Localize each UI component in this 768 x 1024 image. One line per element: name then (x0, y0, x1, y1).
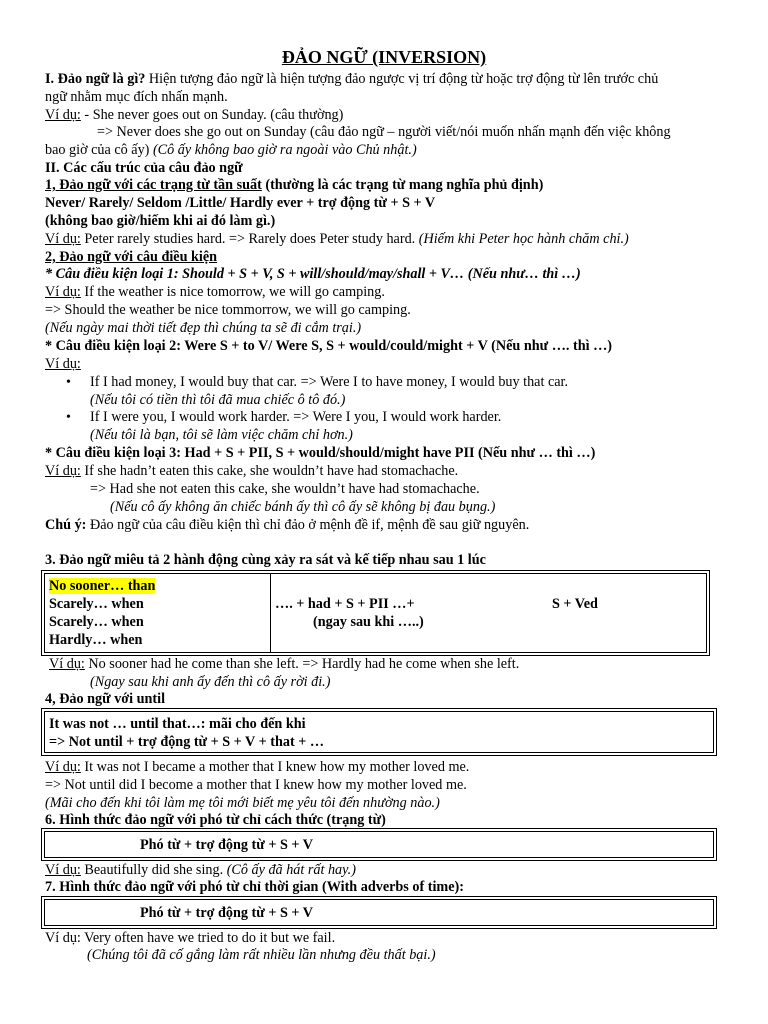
example-text: It was not I became a mother that I knew how my mother loved me. (80, 759, 470, 775)
table-cell-left: Scarely… when (49, 614, 144, 630)
example-line (45, 284, 385, 301)
example-line (49, 656, 519, 673)
table-cell-left: Hardly… when (49, 632, 143, 648)
example-text: - She never goes out on Sunday. (câu thường) (80, 107, 344, 123)
table-cell-middle: …. + had + S + PII …+ (275, 596, 415, 612)
subsection-heading: 2, Đảo ngữ với câu điều kiện (45, 249, 218, 265)
section-heading: 6. Hình thức đảo ngữ với phó từ chỉ cách thức (trạng từ) (45, 812, 386, 828)
example-line (45, 862, 356, 879)
example-text: Peter rarely studies hard. => Rarely does Peter study hard. (80, 231, 416, 247)
example-line: Ví dụ: Very often have we tried to do it but we fail. (45, 930, 336, 946)
example-text: bao giờ của cô ấy) (45, 142, 150, 158)
highlighted-text: No sooner… than (49, 578, 156, 594)
table-cell-left (49, 577, 155, 595)
translation-text: (Cô ấy không bao giờ ra ngoài vào Chủ nhật.) (149, 142, 417, 158)
translation-text: (Cô ấy đã hát rất hay.) (223, 862, 356, 878)
example-label: Ví dụ: (45, 862, 81, 878)
example-line (45, 463, 458, 480)
box-line: Phó từ + trợ động từ + S + V (140, 905, 314, 921)
note-text: Đảo ngữ của câu điều kiện thì chỉ đảo ở mệnh đề if, mệnh đề sau giữ nguyên. (86, 517, 530, 533)
example-text: If she hadn’t eaten this cake, she wouldn’t have had stomachache. (80, 463, 459, 479)
example-line: => Never does she go out on Sunday (câu đảo ngữ – người viết/nói muốn nhấn mạnh đến việc không (97, 124, 671, 140)
conditional-type1-heading: * Câu điều kiện loại 1: Should + S + V, S + will/should/may/shall + V… (Nếu như… thì …) (45, 266, 581, 282)
until-formula-box (44, 711, 714, 753)
example-label: Ví dụ: (45, 759, 81, 775)
bullet-example: If I had money, I would buy that car. => Were I to have money, I would buy that car. (90, 374, 569, 390)
example-label: Ví dụ: (45, 463, 81, 479)
table-cell-middle: (ngay sau khi …..) (313, 614, 424, 630)
definition-line (45, 71, 658, 88)
table-cell-right: S + Ved (552, 596, 598, 612)
section-heading: I. Đảo ngữ là gì? (45, 71, 146, 87)
formula-note: (không bao giờ/hiếm khi ai đó làm gì.) (45, 213, 276, 229)
box-line: => Not until + trợ động từ + S + V + that + … (49, 734, 325, 750)
bullet-example: If I were you, I would work harder. => Were I you, I would work harder. (90, 409, 502, 425)
definition-text: Hiện tượng đảo ngữ là hiện tượng đảo ngược vị trí động từ hoặc trợ động từ lên trước chủ (145, 71, 659, 87)
note-line (45, 517, 529, 534)
table-divider (270, 574, 271, 652)
example-line (45, 231, 629, 248)
subsection-note: (thường là các trạng từ mang nghĩa phủ định) (261, 177, 544, 193)
bullet-icon: • (66, 375, 71, 390)
note-label: Chú ý: (45, 517, 87, 533)
manner-formula-box (44, 831, 714, 858)
translation-line: (Nếu tôi có tiền thì tôi đã mua chiếc ô tô đó.) (90, 392, 346, 408)
translation-line: (Mãi cho đến khi tôi làm mẹ tôi mới biết mẹ yêu tôi đến nhường nào.) (45, 795, 440, 811)
translation-line: (Nếu tôi là bạn, tôi sẽ làm việc chăm chỉ hơn.) (90, 427, 353, 443)
conditional-type3-heading: * Câu điều kiện loại 3: Had + S + PII, S + would/should/might have PII (Nếu như … thì …) (45, 445, 596, 461)
time-formula-box (44, 899, 714, 926)
formula-line: Never/ Rarely/ Seldom /Little/ Hardly ever + trợ động từ + S + V (45, 195, 436, 211)
translation-line: (Chúng tôi đã cố gắng làm rất nhiều lần nhưng đều thất bại.) (87, 947, 436, 963)
example-line: => Had she not eaten this cake, she wouldn’t have had stomachache. (90, 481, 480, 497)
box-line: Phó từ + trợ động từ + S + V (140, 837, 314, 853)
example-line (45, 142, 417, 159)
example-line: => Should the weather be nice tommorrow, we will go camping. (45, 302, 411, 318)
translation-line: (Nếu cô ấy không ăn chiếc bánh ấy thì cô ấy sẽ không bị đau bụng.) (110, 499, 496, 515)
table-cell-left: Scarely… when (49, 596, 144, 612)
example-text: Beautifully did she sing. (80, 862, 224, 878)
box-line: It was not … until that…: mãi cho đến khi (49, 716, 306, 732)
example-line (45, 107, 343, 124)
example-label: Ví dụ: (49, 656, 85, 672)
example-line: => Not until did I become a mother that I knew how my mother loved me. (45, 777, 467, 793)
example-label: Ví dụ: (45, 231, 81, 247)
subsection-title: 1, Đảo ngữ với các trạng từ tần suất (45, 177, 262, 193)
translation-text: (Hiếm khi Peter học hành chăm chỉ.) (415, 231, 629, 247)
translation-line: (Ngay sau khi anh ấy đến thì cô ấy rời đi.) (90, 674, 331, 690)
inversion-table (44, 573, 707, 653)
conditional-type2-heading: * Câu điều kiện loại 2: Were S + to V/ Were S, S + would/could/might + V (Nếu như …. thì …) (45, 338, 612, 354)
bullet-icon: • (66, 410, 71, 425)
section-heading: 7. Hình thức đảo ngữ với phó từ chỉ thời gian (With adverbs of time): (45, 879, 464, 895)
definition-line-2: ngữ nhằm mục đích nhấn mạnh. (45, 89, 228, 105)
example-label: Ví dụ: (45, 284, 81, 300)
section-heading: 4, Đảo ngữ với until (45, 691, 166, 707)
example-line (45, 759, 469, 776)
section-heading: II. Các cấu trúc của câu đảo ngữ (45, 160, 243, 176)
example-text: If the weather is nice tomorrow, we will go camping. (80, 284, 385, 300)
page-title: ĐẢO NGỮ (INVERSION) (281, 47, 487, 67)
example-label: Ví dụ: (45, 107, 81, 123)
section-heading: 3. Đảo ngữ miêu tả 2 hành động cùng xảy ra sát và kế tiếp nhau sau 1 lúc (45, 552, 486, 568)
example-label: Ví dụ: (45, 356, 81, 372)
subsection-heading (45, 177, 543, 194)
example-text: No sooner had he come than she left. => Hardly had he come when she left. (84, 656, 520, 672)
translation-line: (Nếu ngày mai thời tiết đẹp thì chúng ta sẽ đi cắm trại.) (45, 320, 362, 336)
